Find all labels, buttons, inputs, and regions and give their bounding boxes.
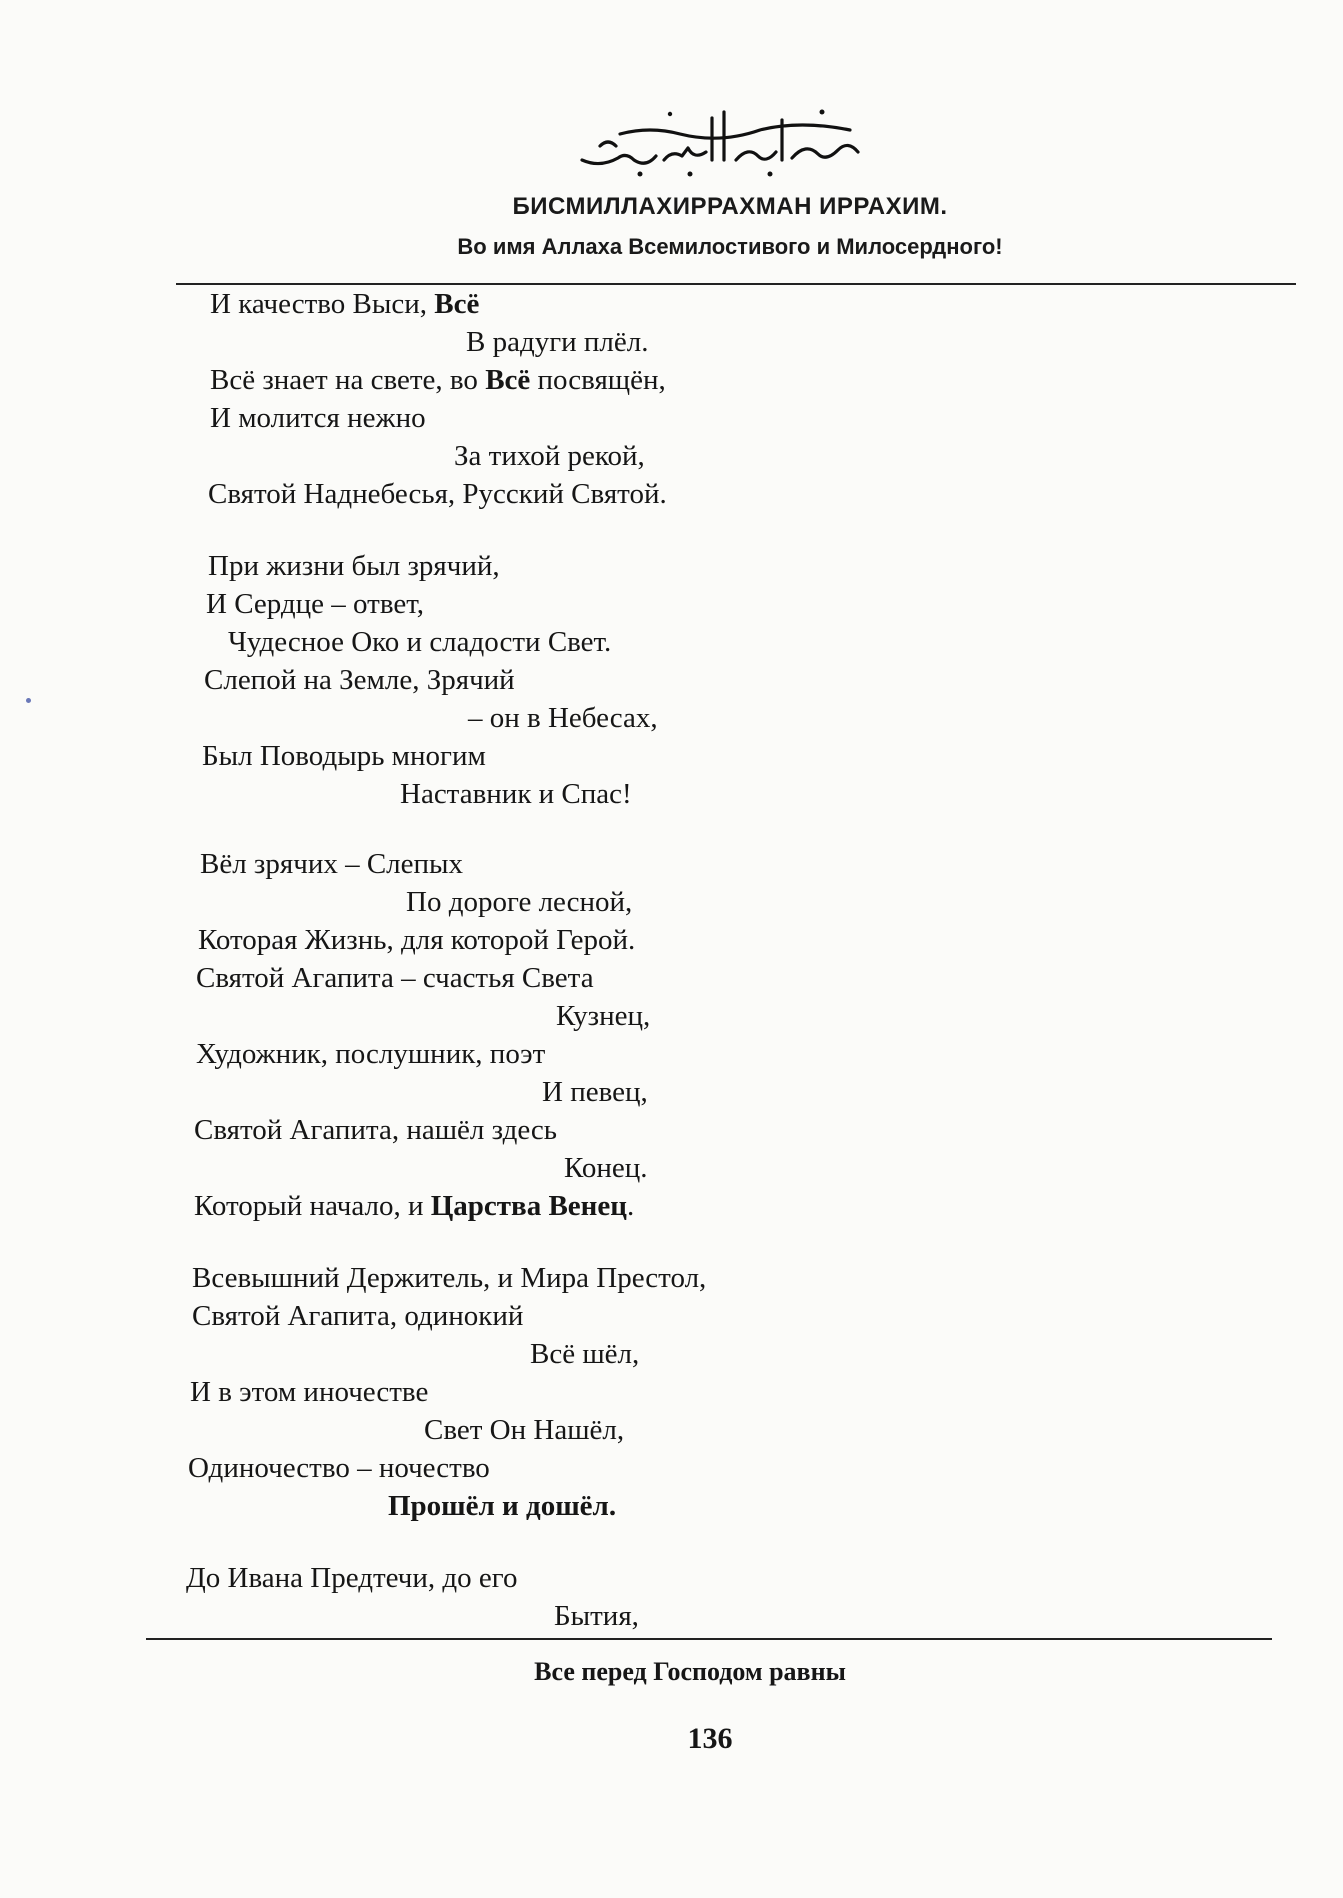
poem-line: Слепой на Земле, Зрячий [204,664,515,696]
basmala-transliteration: БИСМИЛЛАХИРРАХМАН ИРРАХИМ. [512,193,948,220]
poem-line: – он в Небесах, [468,702,658,734]
poem-line: Прошёл и дошёл. [388,1490,617,1522]
poem-line: И молится нежно [210,402,426,434]
poem-line: Наставник и Спас! [400,778,632,810]
poem-line: Чудесное Око и сладости Свет. [228,626,612,658]
poem-line: Всё шёл, [530,1338,640,1370]
poem-line: Бытия, [554,1600,639,1632]
poem-line: Святой Агапита, одинокий [192,1300,524,1332]
poem-line: И певец, [542,1076,648,1108]
poem-line: Был Поводырь многим [202,740,486,772]
poem-line: По дороге лесной, [406,886,633,918]
poem-line: И Сердце – ответ, [206,588,424,620]
poem-line: Всевышний Держитель, и Мира Престол, [192,1262,707,1294]
poem-line: При жизни был зрячий, [208,550,500,582]
poem-line: Художник, послушник, поэт [196,1038,546,1070]
poem-line: Святой Агапита – счастья Света [196,962,594,994]
poem-line: Свет Он Нашёл, [424,1414,625,1446]
poem-line: Святой Наднебесья, Русский Святой. [208,478,667,510]
poem-line: За тихой рекой, [454,440,645,472]
poem-line: Святой Агапита, нашёл здесь [194,1114,558,1146]
poem-line: Одиночество – ночество [188,1452,490,1484]
poem-line: Который начало, и Царства Венец. [194,1190,635,1222]
poem-line: И качество Выси, Всё [210,288,480,320]
poem-line: Конец. [564,1152,648,1184]
poem-line: Которая Жизнь, для которой Герой. [198,924,636,956]
poem-line: Всё знает на свете, во Всё посвящён, [210,364,666,396]
footer-divider [146,1638,1272,1640]
running-footer-title: Все перед Господом равны [534,1657,846,1686]
basmala-translation: Во имя Аллаха Всемилостивого и Милосердного! [457,234,1003,259]
poem-line: И в этом иночестве [190,1376,429,1408]
poem-line: Вёл зрячих – Слепых [200,848,464,880]
page-number: 136 [687,1722,733,1755]
poem-line: Кузнец, [556,1000,651,1032]
poem-line: До Ивана Предтечи, до его [186,1562,518,1594]
poem-line: В радуги плёл. [466,326,649,358]
